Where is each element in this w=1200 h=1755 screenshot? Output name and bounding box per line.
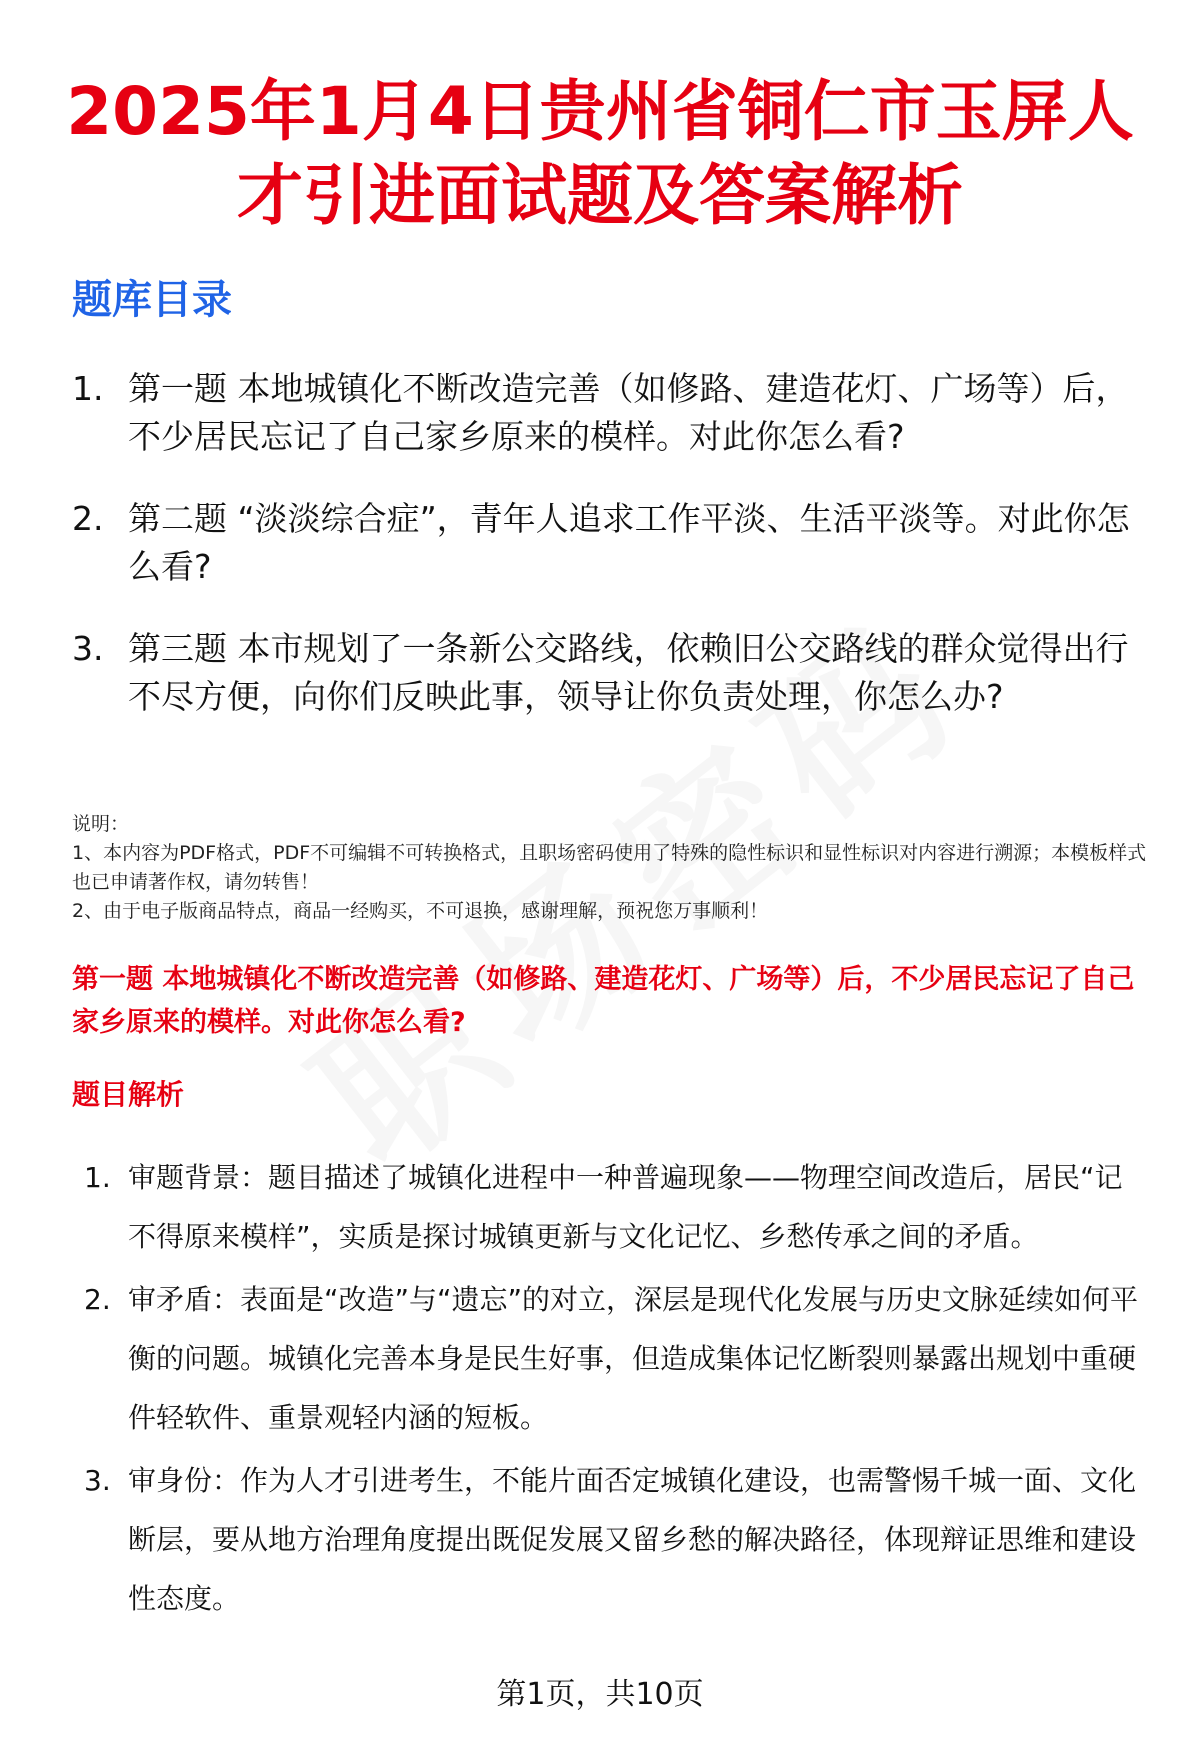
- notes-line: 1、本内容为PDF格式，PDF不可编辑不可转换格式，且职场密码使用了特殊的隐性标识和显性标识对内容进行溯源；本模板样式也已申请著作权，请勿转售！: [72, 842, 1147, 893]
- toc-item-number: 1.: [72, 369, 104, 408]
- toc-item-text: 第一题 本地城镇化不断改造完善（如修路、建造花灯、广场等）后，不少居民忘记了自己家乡原来的模样。对此你怎么看?: [128, 369, 1129, 456]
- analysis-item-number: 1.: [84, 1161, 111, 1194]
- notes-label: 说明：: [72, 813, 130, 835]
- analysis-list: [84, 1148, 1144, 1632]
- toc-item-text: 第二题 “淡淡综合症”，青年人追求工作平淡、生活平淡等。对此你怎么看?: [128, 499, 1130, 586]
- toc-item[interactable]: [72, 365, 1152, 461]
- analysis-heading: 题目解析: [72, 1078, 185, 1111]
- toc-item-number: 2.: [72, 499, 104, 538]
- toc-heading: 题库目录: [72, 277, 232, 323]
- notes: [72, 810, 1162, 926]
- toc-list: [72, 365, 1152, 755]
- notes-line: 2、由于电子版商品特点，商品一经购买，不可退换，感谢理解，预祝您万事顺利！: [72, 900, 769, 922]
- analysis-item: [84, 1148, 1144, 1266]
- analysis-item-text: 审矛盾：表面是“改造”与“遗忘”的对立，深层是现代化发展与历史文脉延续如何平衡的问题。城镇化完善本身是民生好事，但造成集体记忆断裂则暴露出规划中重硬件轻软件、重景观轻内涵的短板。: [128, 1283, 1139, 1434]
- toc-item[interactable]: [72, 625, 1152, 721]
- toc-item-text: 第三题 本市规划了一条新公交路线，依赖旧公交路线的群众觉得出行不尽方便，向你们反映此事，领导让你负责处理，你怎么办?: [128, 629, 1129, 716]
- document-title: 2025年1月4日贵州省铜仁市玉屏人才引进面试题及答案解析: [66, 73, 1134, 234]
- analysis-item: [84, 1451, 1144, 1628]
- page-footer: 第1页，共10页: [496, 1677, 704, 1712]
- analysis-item-text: 审身份：作为人才引进考生，不能片面否定城镇化建设，也需警惕千城一面、文化断层，要从地方治理角度提出既促发展又留乡愁的解决路径，体现辩证思维和建设性态度。: [128, 1464, 1137, 1615]
- analysis-item-text: 审题背景：题目描述了城镇化进程中一种普遍现象——物理空间改造后，居民“记不得原来模样”，实质是探讨城镇更新与文化记忆、乡愁传承之间的矛盾。: [128, 1161, 1123, 1253]
- toc-item-number: 3.: [72, 629, 104, 668]
- analysis-item: [84, 1270, 1144, 1447]
- analysis-item-number: 2.: [84, 1283, 111, 1316]
- toc-item[interactable]: [72, 495, 1152, 591]
- analysis-item-number: 3.: [84, 1464, 111, 1497]
- question-heading: 第一题 本地城镇化不断改造完善（如修路、建造花灯、广场等）后，不少居民忘记了自己家乡原来的模样。对此你怎么看?: [72, 964, 1135, 1038]
